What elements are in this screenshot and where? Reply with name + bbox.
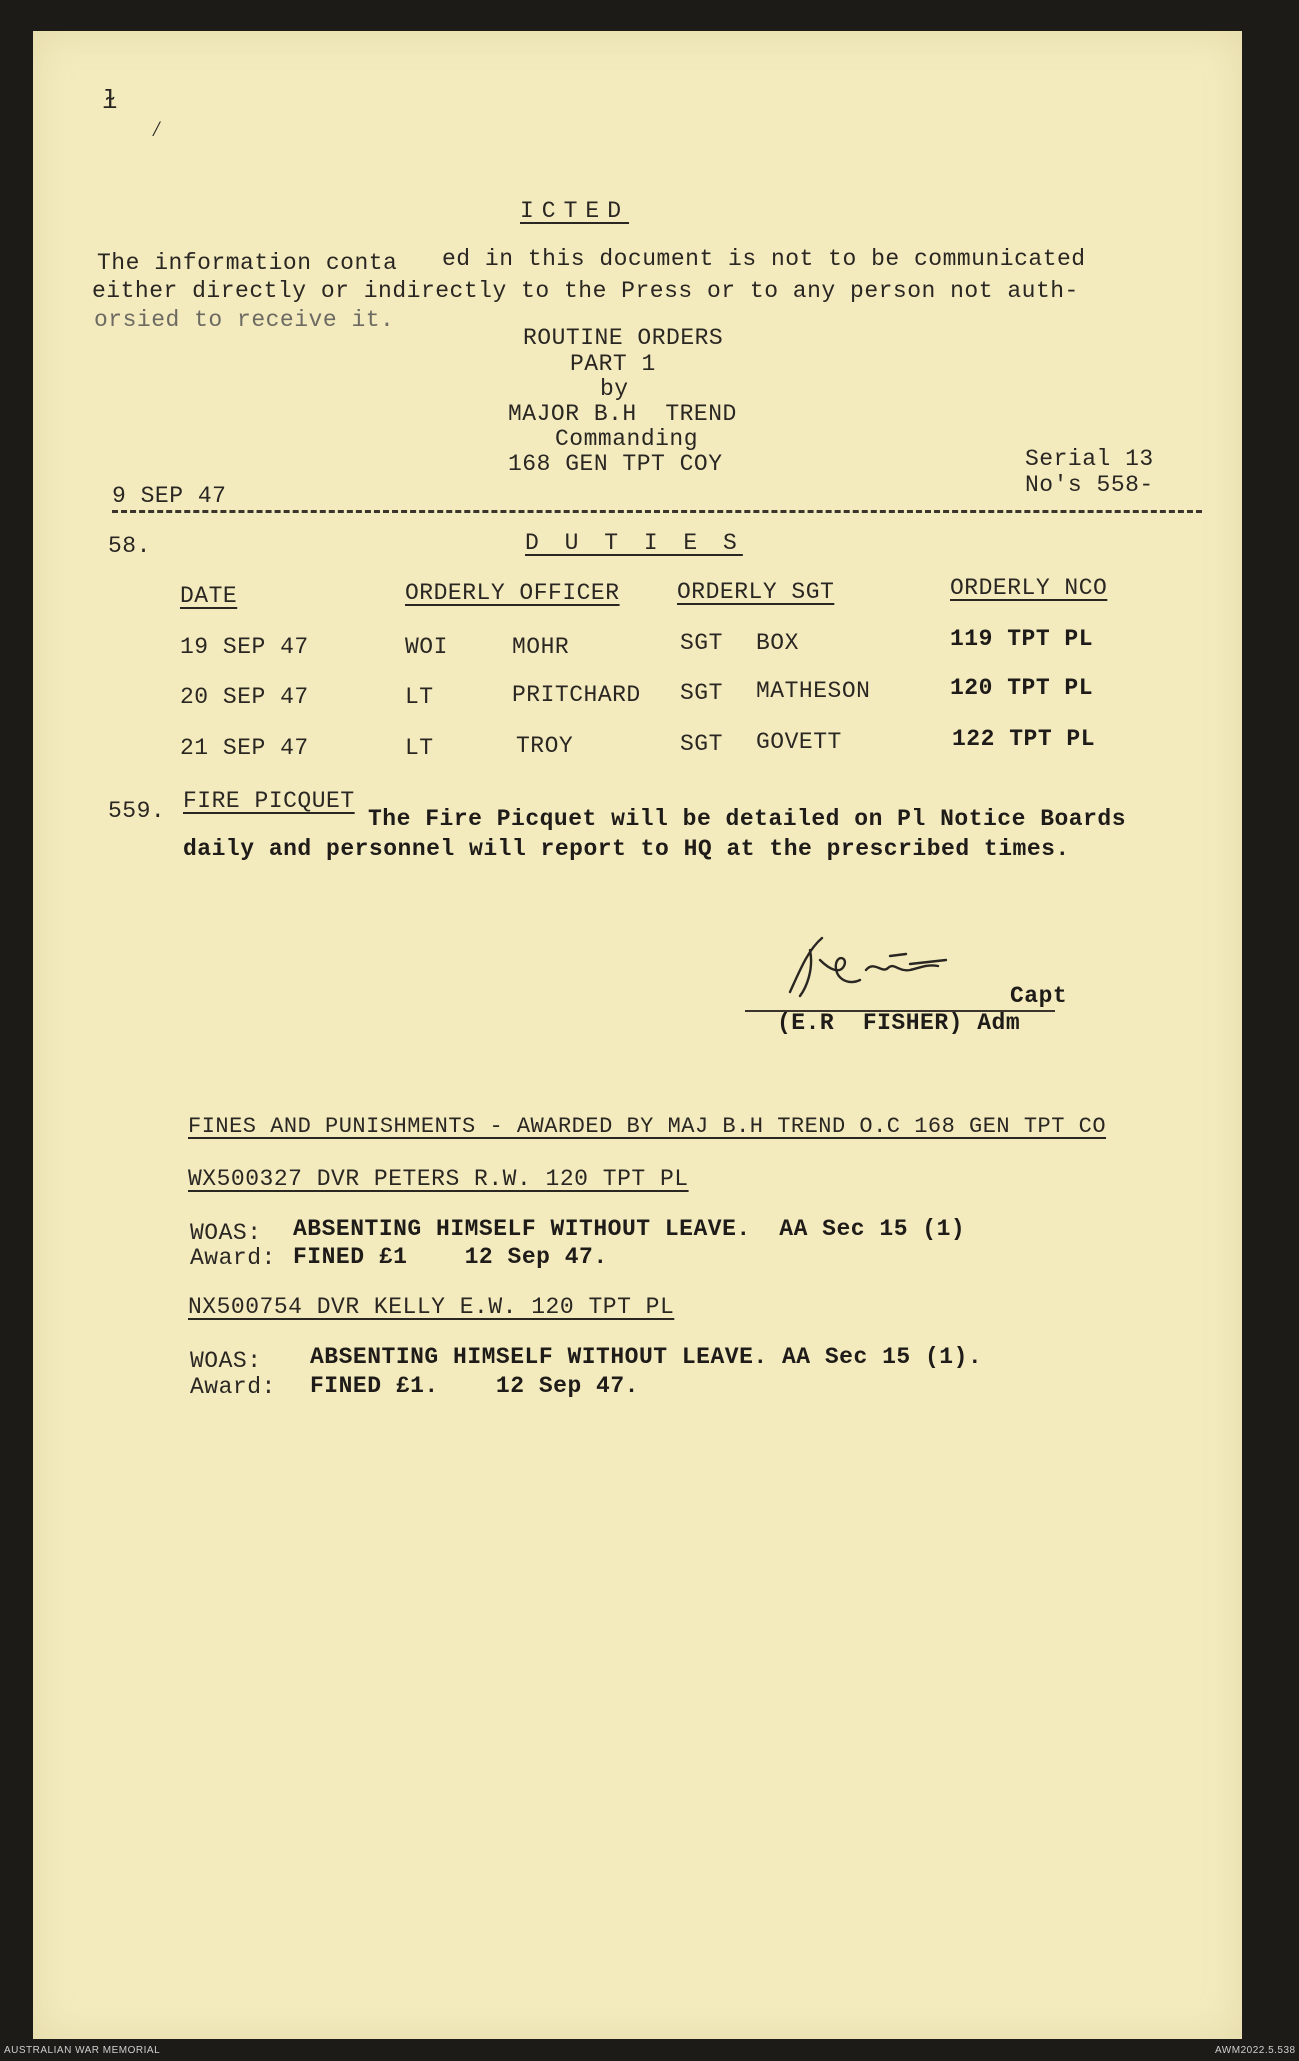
fine-award-label: Award: (190, 1245, 276, 1271)
col-orderly-nco: ORDERLY NCO (950, 575, 1108, 601)
header-divider (112, 510, 1202, 513)
signature-rank: Capt (1010, 983, 1068, 1009)
fine-woas-offence: ABSENTING HIMSELF WITHOUT LEAVE. AA Sec 15 (1) (293, 1216, 966, 1242)
fine-woas-offence: ABSENTING HIMSELF WITHOUT LEAVE. AA Sec 15 (1). (310, 1344, 983, 1370)
fire-picquet-heading: FIRE PICQUET (183, 788, 355, 814)
fine-award-label: Award: (190, 1374, 276, 1400)
duty-date: 20 SEP 47 (180, 684, 309, 710)
fire-picquet-line-2: daily and personnel will report to HQ at the prescribed times. (183, 836, 1070, 862)
fire-picquet-line-1: The Fire Picquet will be detailed on Pl Notice Boards (368, 806, 1127, 832)
signature-name: (E.R FISHER) Adm (777, 1010, 1021, 1036)
notice-line-1b: ed in this document is not to be communicated (442, 246, 1086, 272)
duty-officer-name: TROY (516, 733, 574, 759)
fine-woas-label: WOAS: (190, 1348, 262, 1374)
duty-officer-rank: LT (405, 684, 434, 710)
duty-date: 19 SEP 47 (180, 634, 309, 660)
duty-sgt-name: BOX (756, 630, 799, 656)
fine-soldier: WX500327 DVR PETERS R.W. 120 TPT PL (188, 1166, 689, 1192)
notice-line-1a: The information conta (97, 250, 398, 276)
duty-nco: 120 TPT PL (950, 675, 1094, 701)
classification-stamp: ICTED (520, 198, 630, 224)
title-commanding: Commanding (555, 426, 699, 452)
duty-officer-name: PRITCHARD (512, 682, 641, 708)
duty-officer-rank: LT (405, 735, 434, 761)
duty-sgt-rank: SGT (680, 731, 723, 757)
duty-officer-name: MOHR (512, 634, 570, 660)
order-date: 9 SEP 47 (112, 483, 227, 509)
margin-tick: ⁄ (150, 118, 164, 143)
duties-heading: D U T I E S (525, 530, 743, 556)
col-orderly-officer: ORDERLY OFFICER (405, 580, 620, 606)
duty-sgt-rank: SGT (680, 630, 723, 656)
duty-sgt-name: GOVETT (756, 729, 842, 755)
duty-sgt-name: MATHESON (756, 678, 871, 704)
notice-line-3: orsied to receive it. (94, 307, 395, 333)
margin-mark: ɫ (102, 86, 118, 116)
fine-soldier: NX500754 DVR KELLY E.W. 120 TPT PL (188, 1294, 675, 1320)
duties-order-number: 58. (108, 533, 151, 559)
serial-number: Serial 13 (1025, 446, 1154, 472)
notice-line-2: either directly or indirectly to the Press or to any person not auth- (92, 278, 1079, 304)
signature-image (770, 930, 1000, 1010)
footer-catalogue-id: AWM2022.5.538 (1215, 2045, 1296, 2056)
title-commander: MAJOR B.H TREND (508, 401, 737, 427)
col-orderly-sgt: ORDERLY SGT (677, 579, 835, 605)
fines-heading: FINES AND PUNISHMENTS - AWARDED BY MAJ B.H TREND O.C 168 GEN TPT CO (188, 1114, 1107, 1139)
duty-officer-rank: WOI (405, 634, 448, 660)
col-date: DATE (180, 583, 238, 609)
fine-woas-label: WOAS: (190, 1220, 262, 1246)
fire-picquet-order-number: 559. (108, 798, 166, 824)
title-unit: 168 GEN TPT COY (508, 451, 723, 477)
footer-credit: AUSTRALIAN WAR MEMORIAL (4, 2045, 161, 2056)
fine-award: FINED £1 12 Sep 47. (293, 1244, 608, 1270)
title-by: by (600, 376, 629, 402)
title-part: PART 1 (570, 351, 656, 377)
serial-orders: No's 558- (1025, 472, 1154, 498)
duty-sgt-rank: SGT (680, 680, 723, 706)
duty-date: 21 SEP 47 (180, 735, 309, 761)
fine-award: FINED £1. 12 Sep 47. (310, 1373, 639, 1399)
duty-nco: 122 TPT PL (952, 726, 1096, 752)
title-routine-orders: ROUTINE ORDERS (523, 325, 724, 351)
duty-nco: 119 TPT PL (950, 626, 1094, 652)
